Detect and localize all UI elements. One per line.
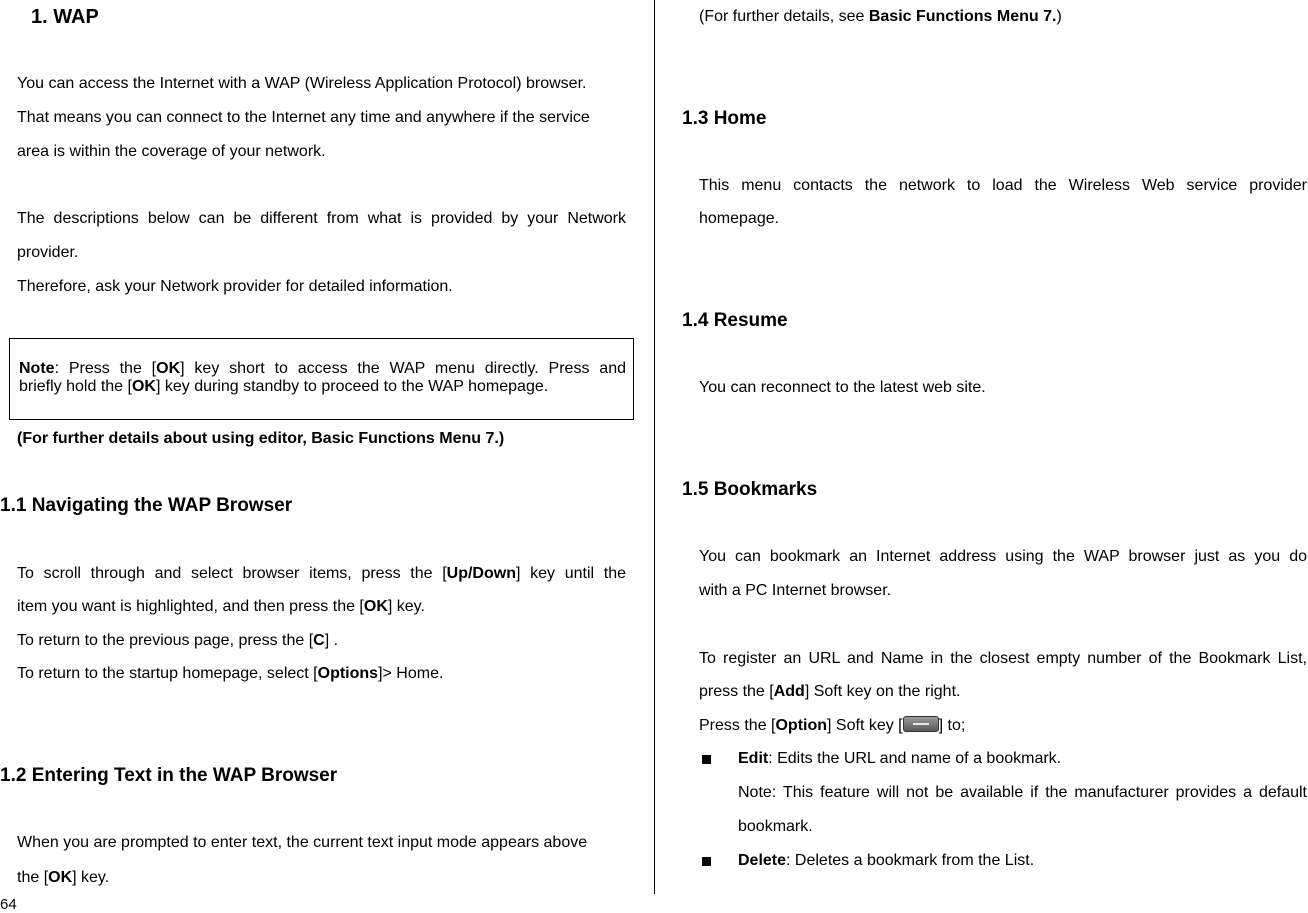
intro-line-2: That means you can connect to the Internet any time and anywhere if the service <box>17 109 590 126</box>
note-text: briefly hold the [ <box>19 378 132 395</box>
ok-key: OK <box>363 598 388 615</box>
bullet-icon <box>702 857 711 866</box>
text: ]> Home. <box>378 665 444 682</box>
s11-line-3 <box>17 631 338 651</box>
text: press the [ <box>699 683 774 700</box>
text: ) <box>1056 8 1062 25</box>
text: To return to the previous page, press the [ <box>17 632 314 649</box>
delete-item <box>738 851 1034 871</box>
text: To scroll through and select browser items, press the [ <box>17 565 447 582</box>
options-key: Options <box>317 665 379 682</box>
text: ] to; <box>938 717 966 734</box>
s15-p2-line-2 <box>699 682 960 702</box>
bullet-icon <box>702 755 711 764</box>
text: : Deletes a bookmark from the List. <box>786 852 1035 869</box>
edit-key: Edit <box>738 750 769 767</box>
up-down-key: Up/Down <box>446 565 516 582</box>
ok-key: OK <box>131 378 156 395</box>
section-title-1-3: 1.3 Home <box>682 108 767 129</box>
text: ] . <box>324 632 339 649</box>
c-key: C <box>313 632 325 649</box>
column-divider <box>654 0 655 894</box>
text: ] Soft key [ <box>827 717 903 734</box>
text: To return to the startup homepage, select [ <box>17 665 318 682</box>
option-key: Option <box>775 717 828 734</box>
text: ] Soft key on the right. <box>804 683 961 700</box>
note-line-1 <box>19 360 626 378</box>
s12-line-2 <box>17 868 109 888</box>
s12-line-1: When you are prompted to enter text, the current text input mode appears above <box>17 834 588 851</box>
ok-key: OK <box>48 869 73 886</box>
desc-line-2: provider. <box>17 244 79 261</box>
s15-p2-line-1: To register an URL and Name in the closest empty number of the Bookmark List, <box>699 650 1307 667</box>
section-title-wap: 1. WAP <box>31 6 99 28</box>
section-title-1-2: 1.2 Entering Text in the WAP Browser <box>0 765 338 786</box>
edit-item <box>738 749 1061 769</box>
note-text: ] key during standby to proceed to the WAP homepage. <box>155 378 549 395</box>
further-details-right <box>699 7 1062 27</box>
s15-p1-line-2: with a PC Internet browser. <box>699 582 892 599</box>
note-text: ] key short to access the WAP menu directly. Press and <box>180 360 626 377</box>
section-title-1-5: 1.5 Bookmarks <box>682 479 818 500</box>
text: the [ <box>17 869 49 886</box>
delete-key: Delete <box>738 852 787 869</box>
section-title-1-1: 1.1 Navigating the WAP Browser <box>0 495 293 516</box>
edit-note-line-1: Note: This feature will not be available if the manufacturer provides a default <box>738 784 1307 801</box>
further-details-editor: (For further details about using editor, Basic Functions Menu 7.) <box>17 430 505 447</box>
text: ] key. <box>72 869 110 886</box>
note-line-2 <box>19 378 548 396</box>
note-text: : Press the [ <box>54 360 157 377</box>
s15-p3-line <box>699 716 965 736</box>
desc-line-1: The descriptions below can be different from what is provided by your Network <box>17 210 626 227</box>
s13-line-1: This menu contacts the network to load the Wireless Web service provider <box>699 177 1307 194</box>
text: item you want is highlighted, and then press the [ <box>17 598 364 615</box>
text: ] key until the <box>515 565 626 582</box>
text: Press the [ <box>699 717 776 734</box>
s15-p1-line-1: You can bookmark an Internet address using the WAP browser just as you do <box>699 548 1307 565</box>
page-number: 64 <box>0 896 17 913</box>
menu-reference: Basic Functions Menu 7. <box>868 8 1057 25</box>
s14-line-1: You can reconnect to the latest web site. <box>699 379 986 396</box>
s13-line-2: homepage. <box>699 210 780 227</box>
edit-note-line-2: bookmark. <box>738 818 813 835</box>
section-title-1-4: 1.4 Resume <box>682 310 788 331</box>
s11-line-1 <box>17 564 626 584</box>
text: ] key. <box>387 598 425 615</box>
desc-line-3: Therefore, ask your Network provider for detailed information. <box>17 278 453 295</box>
ok-key: OK <box>156 360 181 377</box>
intro-line-1: You can access the Internet with a WAP (Wireless Application Protocol) browser. <box>17 75 587 92</box>
soft-key-icon <box>903 716 939 732</box>
s11-line-4 <box>17 664 443 684</box>
note-label: Note <box>19 360 55 377</box>
add-key: Add <box>773 683 805 700</box>
s11-line-2 <box>17 597 425 617</box>
intro-line-3: area is within the coverage of your network. <box>17 143 326 160</box>
text: : Edits the URL and name of a bookmark. <box>768 750 1062 767</box>
text: (For further details, see <box>699 8 869 25</box>
